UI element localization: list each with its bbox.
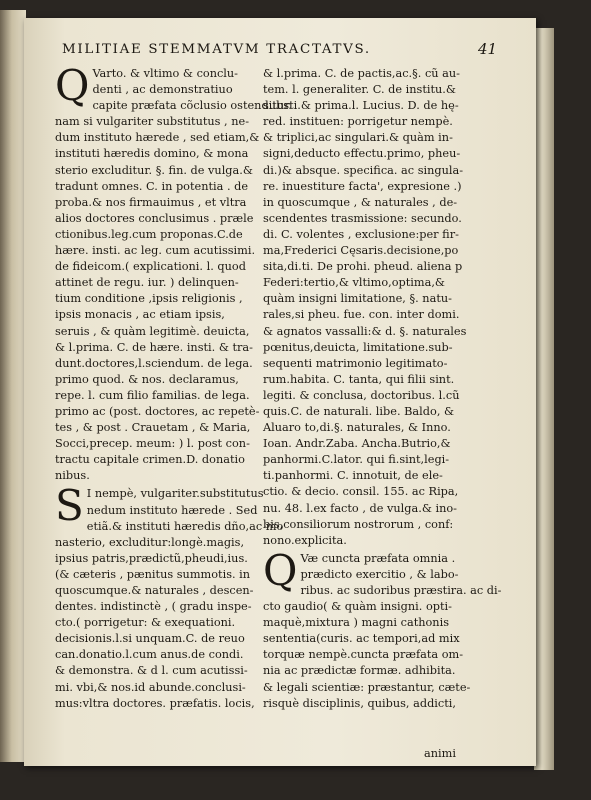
text-line: I nempè, vulgariter.substitutus: [86, 487, 264, 501]
running-title: MILITIAE STEMMATVM TRACTATVS.: [62, 42, 371, 57]
text-line: tractu capitale crimen.D. donatio: [55, 453, 245, 467]
left-paragraph-2: [55, 481, 284, 711]
text-line: pœnitus,deuicta, limitatione.sub-: [263, 340, 453, 354]
text-line: tes , & post . Crauetam , & Maria,: [55, 421, 251, 435]
text-line: red. instituen: porrigetur nempè.: [263, 115, 453, 129]
text-line: ribus. ac sudoribus præstira. ac di-: [300, 584, 502, 597]
text-line: torquæ nempè.cuncta præfata om-: [263, 648, 464, 662]
text-line: & l.prima. C. de pactis,ac.§. cũ au-: [263, 67, 460, 80]
book-right-edge: [534, 28, 554, 770]
drop-cap: Q: [55, 61, 90, 110]
text-line: & agnatos vassalli:& d. §. naturales: [263, 324, 467, 338]
text-line: sequenti matrimonio legitimato-: [263, 356, 448, 370]
text-line: nasterio, excluditur:longè.magis,: [55, 535, 245, 549]
folio-number: 41: [478, 40, 498, 58]
text-line: & l.prima. C. de hære. insti. & tra-: [55, 340, 253, 354]
text-line: quis.C. de naturali. libe. Baldo, &: [263, 404, 455, 418]
text-line: cto.( porrigetur: & exequationi.: [55, 616, 236, 630]
text-line: ipsius patris,prædictũ,pheudi,ius.: [55, 551, 248, 565]
drop-cap: Q: [263, 545, 298, 595]
text-line: primo quod. & nos. declaramus,: [55, 372, 239, 386]
text-line: dentes. indistinctè , ( gradu inspe-: [55, 600, 252, 614]
text-line: in quoscumque , & naturales , de-: [263, 195, 458, 209]
text-line: attinet de regu. iur. ) delinquen-: [55, 276, 239, 290]
text-line: dum instituto hærede , sed etiam,&: [55, 131, 260, 145]
text-line: mi. vbi,& nos.id abunde.conclusi-: [55, 680, 246, 694]
text-line: panhormi.C.lator. qui fi.sint,legi-: [263, 453, 450, 467]
text-line: mus:vltra doctores. præfatis. locis,: [55, 696, 255, 710]
text-line: ctionibus.leg.cum proponas.C.de: [55, 227, 243, 241]
text-line: scendentes trasmissione: secundo.: [263, 211, 462, 225]
text-line: (& cæteris , pænitus summotis. in: [55, 567, 251, 581]
text-line: denti , ac demonstratiuo: [92, 83, 233, 97]
text-line: sterio excluditur. §. fin. de vulga.&: [55, 163, 253, 177]
text-line: ipsis monacis , ac etiam ipsis,: [55, 308, 225, 322]
text-line: alios doctores conclusimus . præle: [55, 211, 254, 225]
text-line: nia ac prædictæ formæ. adhibita.: [263, 664, 456, 678]
text-line: dunt.doctores,l.sciendum. de lega.: [55, 356, 253, 370]
text-line: Socci,precep. meum: ) l. post con-: [55, 437, 250, 451]
text-line: di. C. volentes , exclusione:per fir-: [263, 227, 459, 241]
text-line: & legali scientiæ: præstantur, cæte-: [263, 680, 471, 694]
text-line: tium conditione ,ipsis religionis ,: [55, 292, 243, 306]
text-line: legiti. & conclusa, doctoribus. l.cũ: [263, 388, 460, 402]
text-line: de fideicom.( explicationi. l. quod: [55, 260, 246, 274]
text-line: & demonstra. & d l. cum acutissi-: [55, 664, 248, 678]
text-line: Aluaro to,di.§. naturales, & Inno.: [263, 421, 451, 435]
text-line: nedum instituto hærede . Sed: [86, 503, 258, 517]
right-column: [263, 66, 502, 756]
text-line: nam si vulgariter substitutus , ne-: [55, 115, 250, 129]
left-paragraph-1: [55, 61, 292, 484]
catchword: animi: [424, 747, 456, 760]
text-line: ma,Frederici Cęsaris.decisione,po: [263, 244, 459, 258]
text-line: repe. l. cum filio familias. de lega.: [55, 388, 250, 402]
text-line: substi.& prima.l. Lucius. D. de hę-: [263, 99, 459, 113]
text-line: tradunt omnes. C. in potentia . de: [55, 179, 249, 193]
text-line: signi,deducto effectu.primo, pheu-: [263, 147, 461, 161]
text-line: ti.panhormi. C. innotuit, de ele-: [263, 469, 443, 483]
text-line: etiã.& instituti hæredis dño,ac mo: [86, 519, 284, 533]
left-column: [55, 61, 292, 756]
text-line: re. inuestiture facta', expresione .): [263, 179, 462, 193]
text-line: can.donatio.l.cum anus.de condi.: [55, 648, 244, 662]
text-line: seruis , & quàm legitimè. deuicta,: [55, 324, 250, 338]
text-line: rales,si pheu. fue. con. inter domi.: [263, 308, 460, 322]
text-line: & triplici,ac singulari.& quàm in-: [263, 131, 453, 145]
text-line: tem. l. generaliter. C. de institu.&: [263, 83, 456, 97]
paragraph-lines: [55, 61, 292, 484]
text-line: Varto. & vltimo & conclu-: [92, 67, 239, 80]
text-line: Væ cuncta præfata omnia .: [300, 551, 456, 565]
text-line: risquè disciplinis, quibus, addicti,: [263, 696, 456, 710]
text-line: capite præfata cõclusio ostenditur.: [92, 99, 292, 113]
text-line: sita,di.ti. De prohi. pheud. aliena p: [263, 260, 463, 274]
right-paragraph-2: [263, 545, 502, 712]
text-line: nono.explicita.: [263, 533, 347, 547]
text-line: di.)& absque. specifica. ac singula-: [263, 163, 464, 177]
text-line: maquè,mixtura ) magni cathonis: [263, 616, 449, 630]
drop-cap: S: [55, 481, 84, 531]
text-line: proba.& nos firmauimus , et vltra: [55, 195, 247, 209]
text-line: rum.habita. C. tanta, qui filii sint.: [263, 372, 455, 386]
text-line: Ioan. Andr.Zaba. Ancha.Butrio,&: [263, 437, 451, 451]
text-line: Federi:tertio,& vltimo,optima,&: [263, 276, 445, 290]
text-line: prædicto exercitio , & labo-: [300, 567, 459, 581]
text-line: bis,consiliorum nostrorum , conf:: [263, 517, 454, 531]
text-line: hære. insti. ac leg. cum acutissimi.: [55, 244, 256, 258]
text-line: nibus.: [55, 469, 90, 483]
book-left-edge: [0, 10, 26, 762]
text-line: decisionis.l.si unquam.C. de reuo: [55, 632, 245, 646]
paragraph-lines: [263, 66, 468, 549]
text-line: ctio. & decio. consil. 155. ac Ripa,: [263, 485, 459, 499]
text-line: nu. 48. l.ex facto , de vulga.& ino-: [263, 501, 457, 515]
text-line: instituti hæredis domino, & mona: [55, 147, 249, 161]
text-line: cto gaudio( & quàm insigni. opti-: [263, 600, 452, 614]
text-line: quoscumque.& naturales , descen-: [55, 584, 254, 597]
text-line: sententia(curis. ac tempori,ad mix: [263, 632, 460, 646]
right-paragraph-1: [263, 66, 468, 549]
text-line: quàm insigni limitatione, §. natu-: [263, 292, 452, 306]
paragraph-lines: [55, 481, 284, 711]
text-line: primo ac (post. doctores, ac repetè-: [55, 404, 260, 418]
